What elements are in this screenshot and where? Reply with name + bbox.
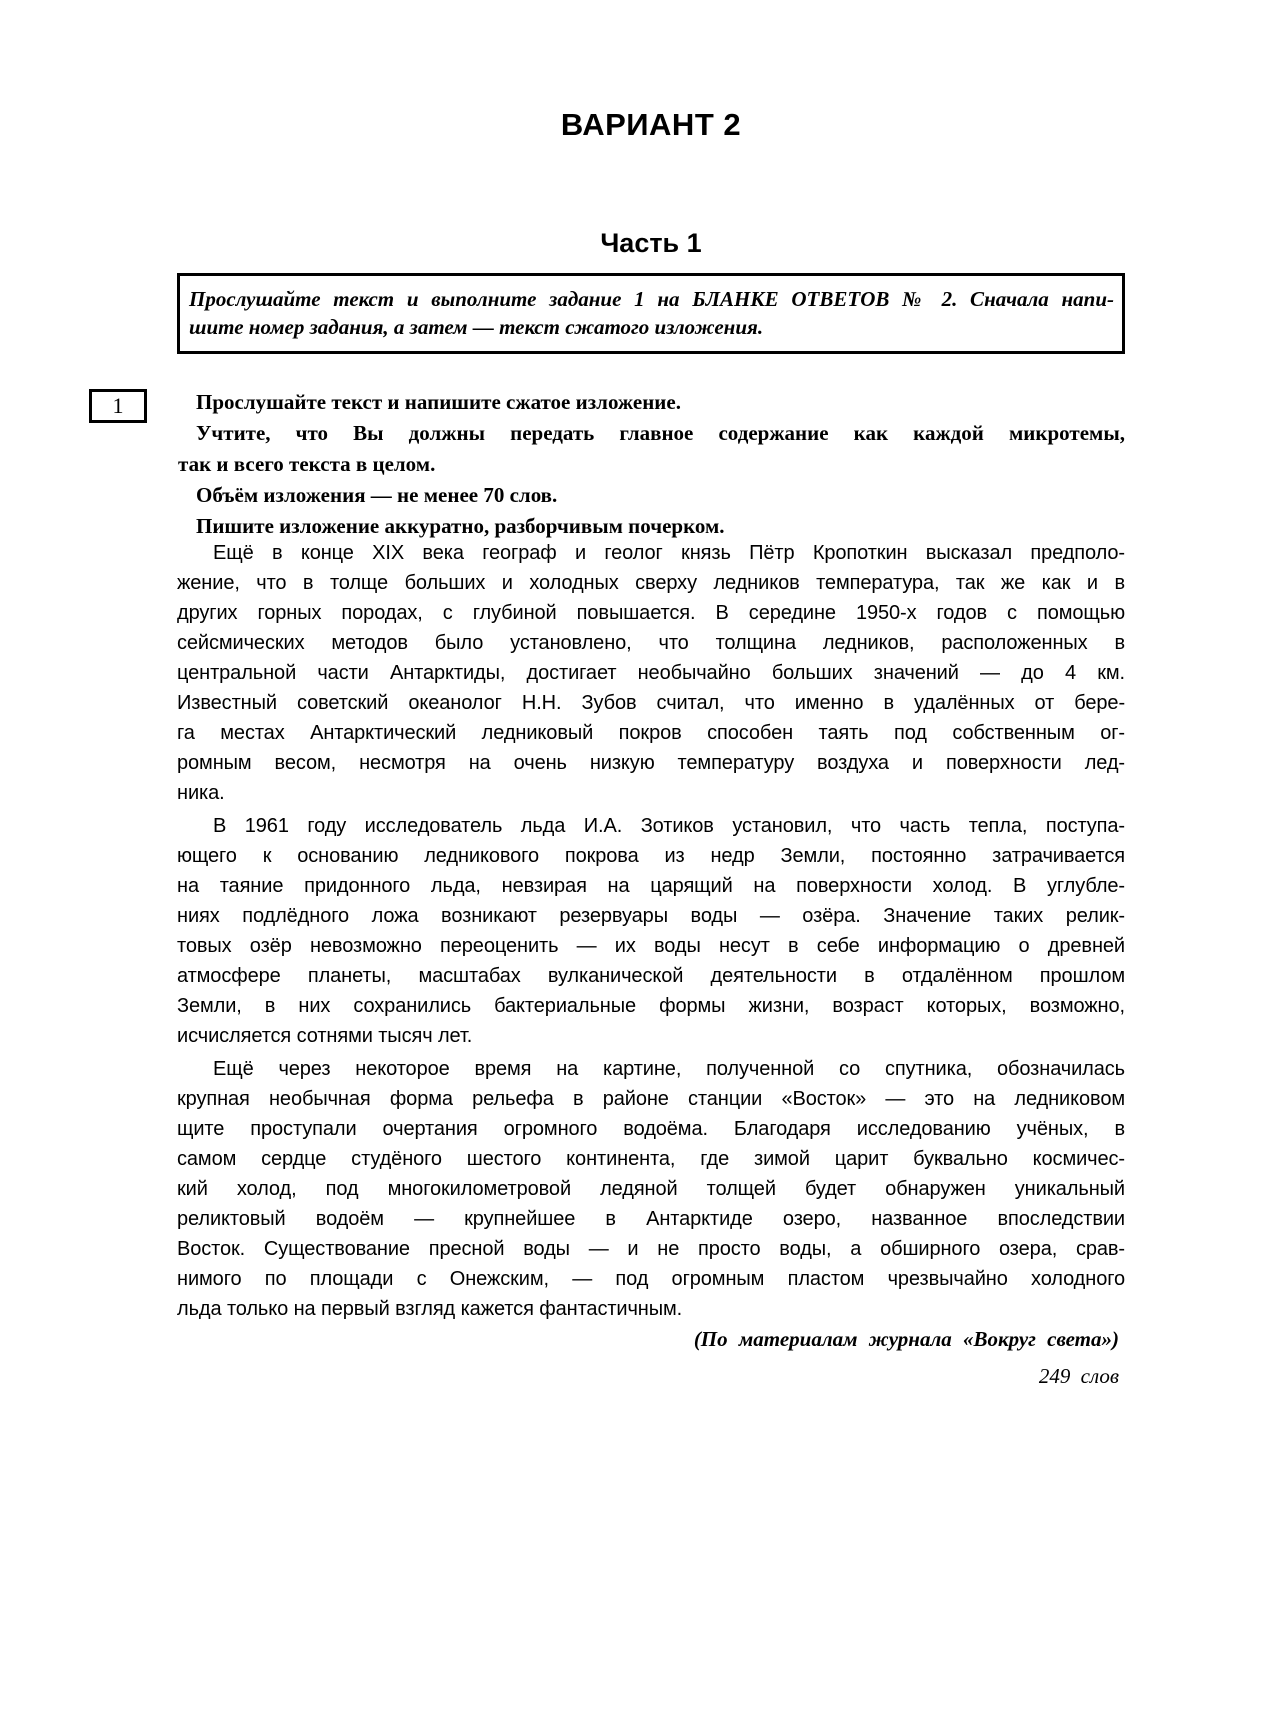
text-line: ющего к основанию ледникового покрова из недр Земли, постоянно затрачивается <box>177 845 1125 867</box>
text-line: кий холод, под многокилометровой ледяной толщей будет обнаружен уникальный <box>177 1178 1125 1200</box>
paragraph <box>178 418 1125 480</box>
text-line: льда только на первый взгляд кажется фантастичным. <box>177 1298 683 1320</box>
text-line: Объём изложения — не менее 70 слов. <box>196 483 558 507</box>
text-line: товых озёр невозможно переоценить — их воды несут в себе информацию о древней <box>177 935 1125 957</box>
text-line: ника. <box>177 782 225 804</box>
text-line: самом сердце студёного шестого континента, где зимой царит буквально космичес- <box>177 1148 1125 1170</box>
text-line: центральной части Антарктиды, достигает необычайно больших значений — до 4 км. <box>177 662 1125 684</box>
text-line: В 1961 году исследователь льда И.А. Зотиков установил, что часть тепла, поступа- <box>213 815 1125 837</box>
text-line: крупная необычная форма рельефа в районе станции «Восток» — это на ледниковом <box>177 1088 1125 1110</box>
text-line: Ещё в конце XIX века географ и геолог князь Пётр Кропоткин высказал предполо- <box>213 542 1125 564</box>
paragraph <box>178 387 1125 418</box>
attribution: (По материалам журнала «Вокруг света») <box>693 1327 1119 1351</box>
word-count: 249 слов <box>1038 1364 1119 1388</box>
task-instructions <box>178 387 1125 542</box>
part-title: Часть 1 <box>600 228 702 258</box>
text-line: жение, что в толще больших и холодных сверху ледников температура, так же как и в <box>177 572 1125 594</box>
text-line: сейсмических методов было установлено, что толщина ледников, расположенных в <box>177 632 1125 654</box>
text-line: реликтовый водоём — крупнейшее в Антарктиде озеро, названное впоследствии <box>177 1208 1125 1230</box>
text-line: га местах Антарктический ледниковый покров способен таять под собственным ог- <box>177 722 1125 744</box>
text-line: Известный советский океанолог Н.Н. Зубов считал, что именно в удалённых от бере- <box>177 692 1125 714</box>
text-line: на таяние придонного льда, невзирая на царящий на поверхности холод. В углубле- <box>177 875 1125 897</box>
text-line: так и всего текста в целом. <box>178 452 436 476</box>
text-line: других горных породах, с глубиной повышается. В середине 1950-х годов с помощью <box>177 602 1125 624</box>
text-line: ромным весом, несмотря на очень низкую температуру воздуха и поверхности лед- <box>177 752 1125 774</box>
text-line: Прослушайте текст и выполните задание 1 на БЛАНКЕ ОТВЕТОВ № 2. Сначала напи- <box>189 287 1114 311</box>
text-line: исчисляется сотнями тысяч лет. <box>177 1025 473 1047</box>
text-line: Земли, в них сохранились бактериальные формы жизни, возраст которых, возможно, <box>177 995 1125 1017</box>
paragraph <box>178 480 1125 511</box>
text-line: Пишите изложение аккуратно, разборчивым почерком. <box>196 514 725 538</box>
variant-title: ВАРИАНТ 2 <box>560 107 742 142</box>
text-line: Прослушайте текст и напишите сжатое изложение. <box>196 390 681 414</box>
text-line: ниях подлёдного ложа возникают резервуары воды — озёра. Значение таких релик- <box>177 905 1125 927</box>
text-line: Учтите, что Вы должны передать главное содержание как каждой микротемы, <box>196 421 1125 445</box>
paragraph <box>177 811 1125 1051</box>
text-line: щите проступали очертания огромного водоёма. Благодаря исследованию учёных, в <box>177 1118 1125 1140</box>
text-line: атмосфере планеты, масштабах вулканической деятельности в отдалённом прошлом <box>177 965 1125 987</box>
text-line: шите номер задания, а затем — текст сжатого изложения. <box>189 315 764 339</box>
task-number-box <box>89 389 147 423</box>
paragraph <box>177 1054 1125 1324</box>
paragraph <box>177 538 1125 808</box>
paragraph <box>189 285 1114 341</box>
passage-text <box>177 538 1125 1327</box>
text-line: нимого по площади с Онежским, — под огромным пластом чрезвычайно холодного <box>177 1268 1125 1290</box>
listening-note-box <box>177 273 1125 354</box>
text-line: Ещё через некоторое время на картине, полученной со спутника, обозначилась <box>213 1058 1125 1080</box>
task-number: 1 <box>112 393 124 418</box>
text-line: Восток. Существование пресной воды — и не просто воды, а обширного озера, срав- <box>177 1238 1125 1260</box>
